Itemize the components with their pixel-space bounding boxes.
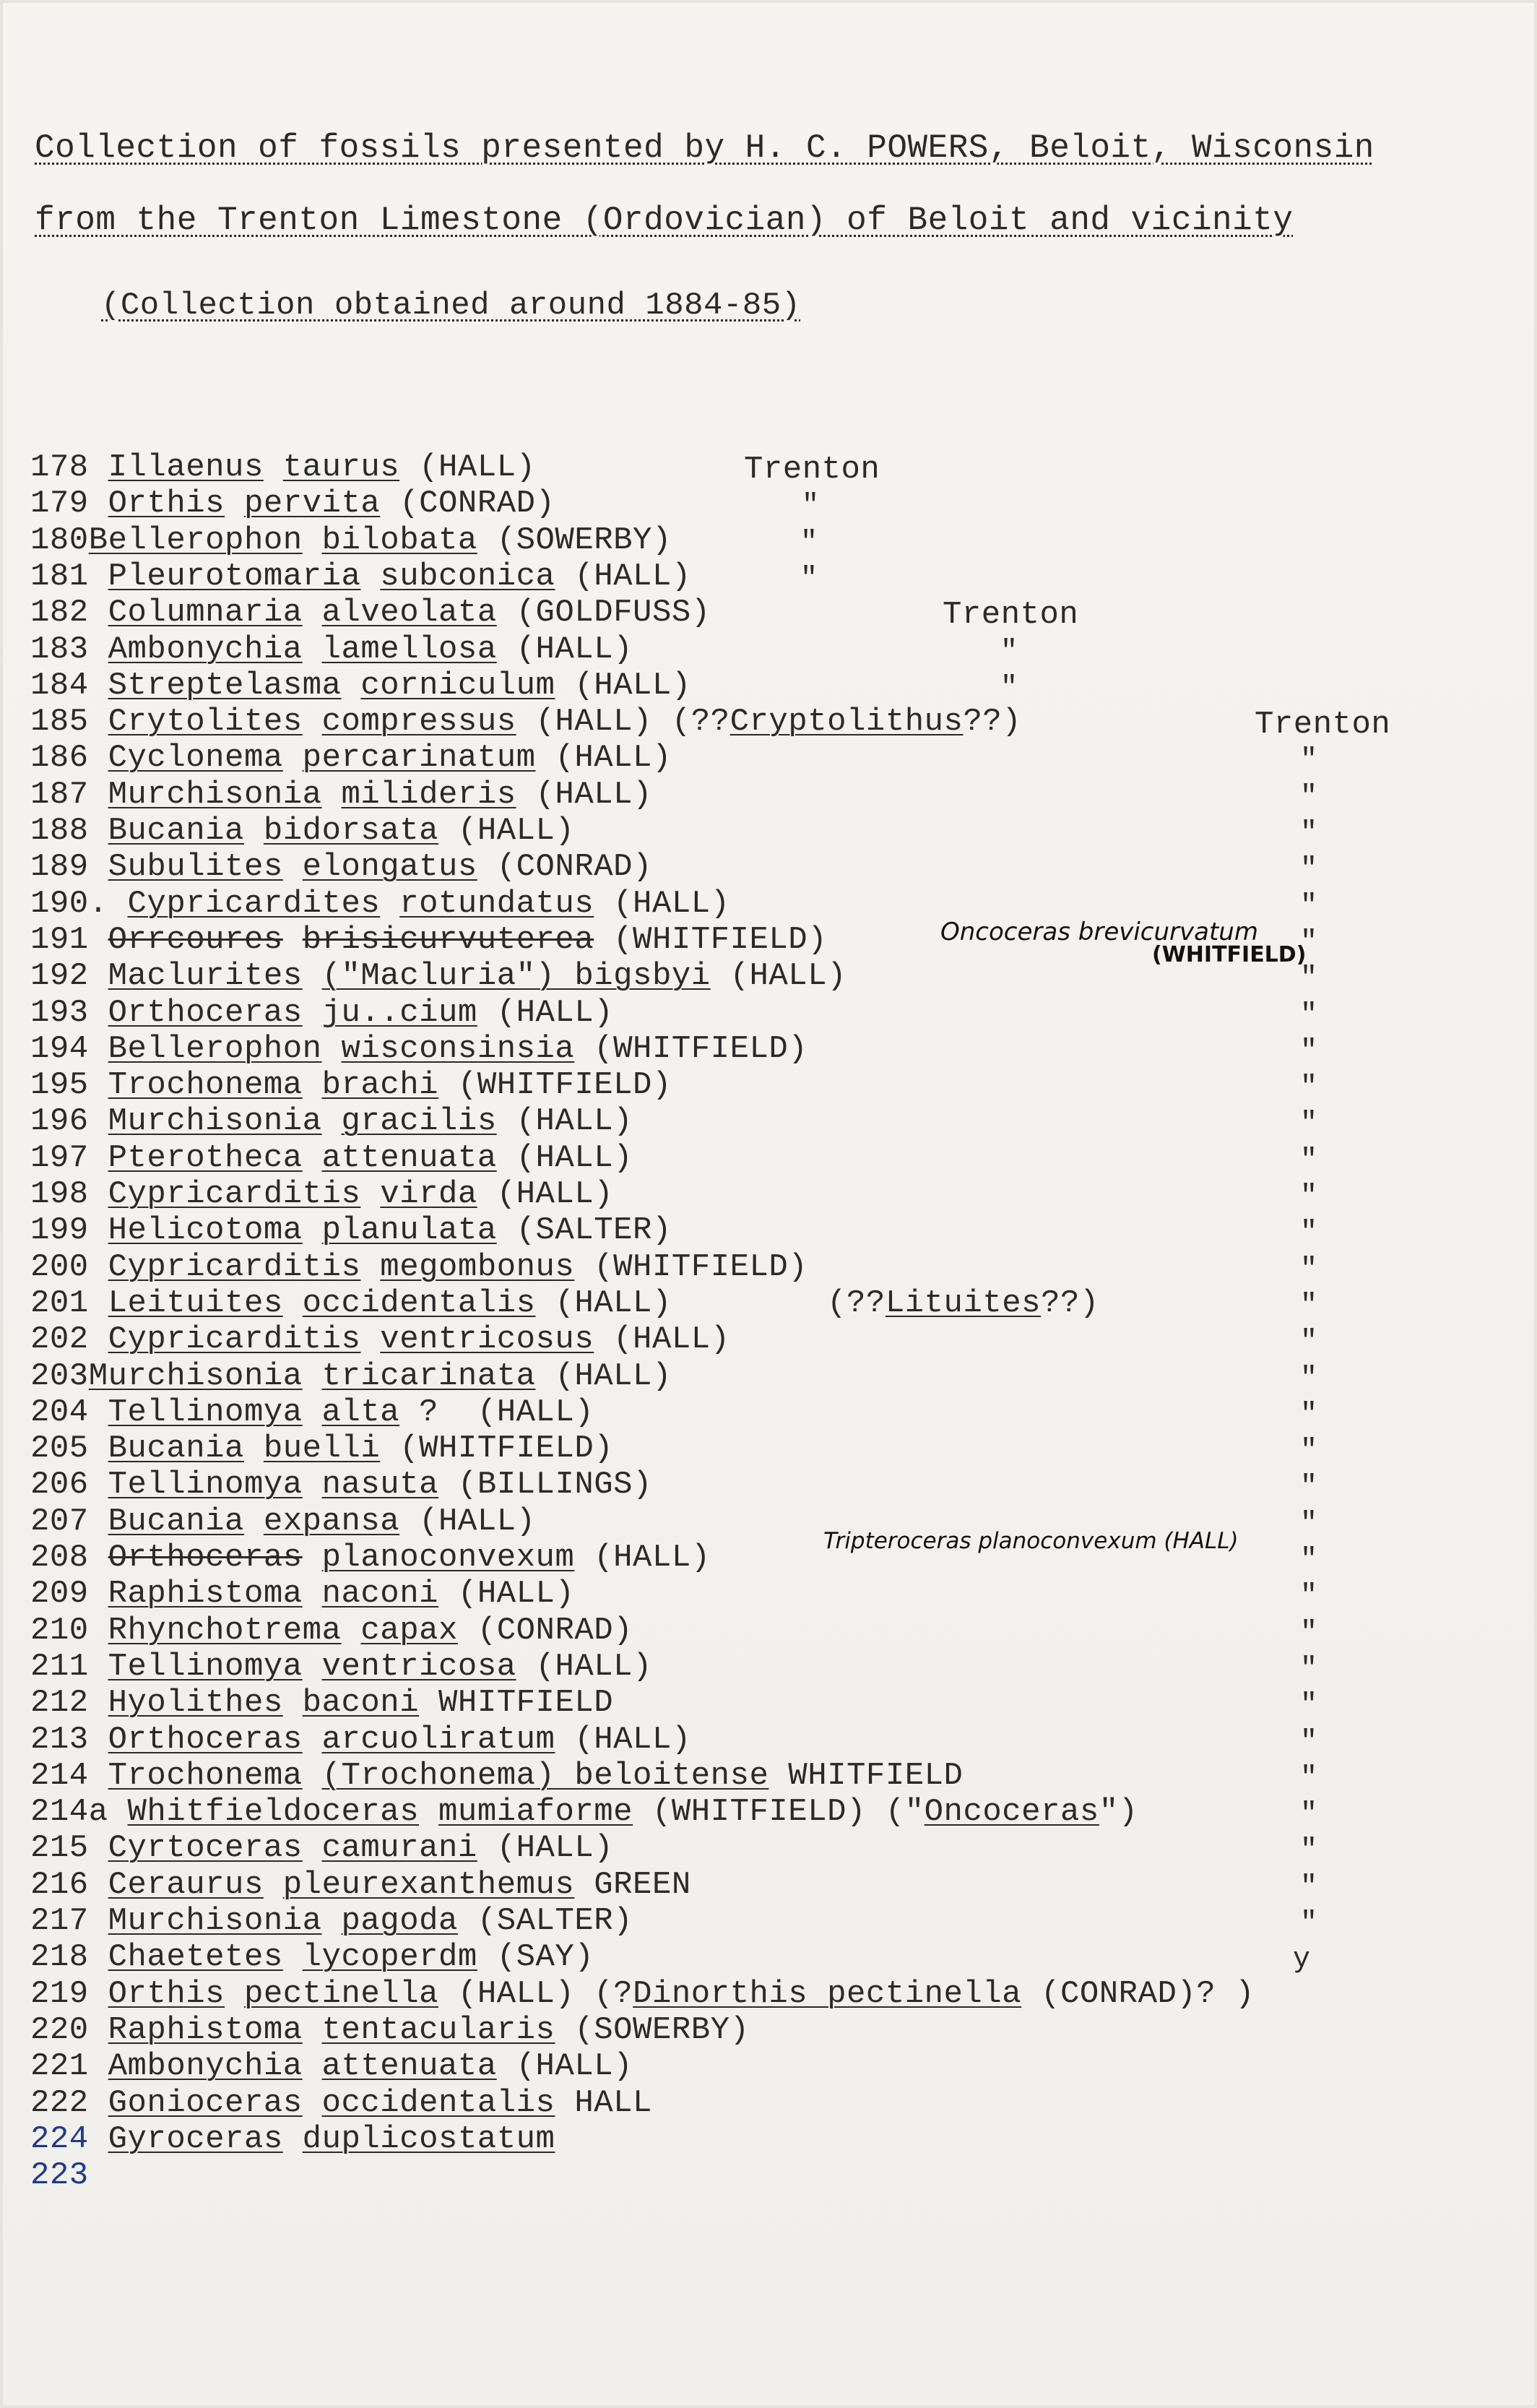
entry-species: bidorsata <box>263 813 439 849</box>
entry-note-open: (?? <box>827 1285 886 1321</box>
entry-species: subconica <box>380 558 555 595</box>
entry-number: 218 <box>30 1939 89 1976</box>
entry-author: (HALL) <box>574 667 691 704</box>
entry-number: 197 <box>30 1139 89 1176</box>
entry-row <box>30 2085 652 2121</box>
entry-number: 187 <box>30 776 89 813</box>
entry-row <box>30 668 691 704</box>
entry-number: 191 <box>30 921 89 958</box>
entry-row <box>30 1976 1255 2012</box>
entry-species: (Trochonema) beloitense <box>321 1757 769 1794</box>
ditto-mark: " <box>1300 1035 1318 1068</box>
locality-trenton-2: Trenton <box>943 597 1079 633</box>
entry-species: occidentalis <box>302 1285 536 1321</box>
entry-species: lamellosa <box>321 631 497 668</box>
ditto-mark: " <box>1300 817 1318 850</box>
ditto-mark: " <box>1300 889 1318 923</box>
ditto-mark: " <box>1300 1071 1318 1105</box>
entry-species: alta <box>321 1394 400 1430</box>
ditto-mark: " <box>1300 1144 1318 1177</box>
entry-genus: Bellerophon <box>108 1030 322 1067</box>
entry-note-close: ??) <box>1041 1285 1099 1321</box>
entry-author: ? (HALL) <box>419 1394 594 1430</box>
locality-trenton-3: Trenton <box>1255 707 1391 743</box>
entry-author: (HALL) <box>574 558 691 595</box>
entry-author: (SAY) <box>496 1939 594 1976</box>
entry-genus: Orthoceras <box>108 1721 303 1758</box>
entry-author: (HALL) <box>419 1503 536 1540</box>
entry-species: pervita <box>243 486 381 522</box>
entry-row <box>30 449 536 486</box>
entry-species: expansa <box>263 1503 400 1540</box>
ditto-mark: " <box>1300 1689 1318 1722</box>
entry-number: 222 <box>30 2084 89 2121</box>
ditto-mark: " <box>1000 635 1018 668</box>
entry-species: tentacularis <box>321 2011 555 2048</box>
entry-row <box>30 2048 633 2084</box>
entry-species: brisicurvuterea <box>302 921 594 958</box>
entry-author: (HALL) <box>516 1103 633 1140</box>
entry-species: attenuata <box>321 2048 497 2085</box>
entry-author: (CONRAD) <box>496 849 652 886</box>
entry-species: pleurexanthemus <box>282 1866 575 1903</box>
ditto-mark: " <box>1300 1580 1318 1613</box>
entry-row <box>30 1249 808 1285</box>
entry-genus: Orthoceras <box>108 1540 303 1576</box>
entry-genus: Illaenus <box>108 449 264 486</box>
entry-genus: Orrcoures <box>108 921 283 958</box>
entry-author: (CONRAD) <box>477 1612 633 1649</box>
entry-species: planulata <box>321 1212 497 1249</box>
entry-row <box>30 1430 613 1467</box>
entry-genus: Chaetetes <box>108 1939 283 1976</box>
entry-species: ("Macluria") bigsbyi <box>321 958 711 995</box>
entry-author: (HALL) <box>496 1830 614 1867</box>
entry-number: 193 <box>30 994 89 1031</box>
entry-row <box>30 1394 594 1430</box>
entry-row <box>30 704 1021 740</box>
entry-genus: Bucania <box>108 813 244 849</box>
entry-genus: Gonioceras <box>108 2084 303 2121</box>
entry-author: (WHITFIELD) (" <box>651 1794 925 1831</box>
entry-species: milideris <box>341 776 516 813</box>
entry-genus: Bellerophon <box>88 522 303 558</box>
ditto-mark: " <box>1300 1471 1318 1504</box>
entry-number: 185 <box>30 704 89 741</box>
entry-number: 200 <box>30 1248 89 1285</box>
entry-number: 208 <box>30 1540 89 1576</box>
entry-author: (HALL) <box>613 1321 730 1358</box>
entry-row <box>30 849 652 885</box>
entry-number: 190. <box>30 885 108 922</box>
entry-number: 212 <box>30 1685 89 1722</box>
entry-number: 205 <box>30 1430 89 1467</box>
entry-species: lycoperdm <box>302 1939 477 1976</box>
entry-author: (HALL) <box>496 1176 614 1212</box>
entry-number: 186 <box>30 740 89 777</box>
entry-row <box>30 1758 963 1794</box>
ditto-mark: " <box>1300 1725 1318 1758</box>
entry-species: occidentalis <box>321 2084 555 2121</box>
entry-number: 184 <box>30 667 89 704</box>
entry-number: 199 <box>30 1212 89 1249</box>
entry-species: tricarinata <box>321 1358 536 1394</box>
entry-number: 223 <box>30 2157 89 2194</box>
entry-genus: Cypricardites <box>127 885 381 922</box>
entry-author: (HALL) (? <box>457 1975 633 2012</box>
entry-genus: Murchisonia <box>108 776 322 813</box>
entry-row <box>30 1722 691 1758</box>
entry-author: (HALL) <box>729 958 847 995</box>
ditto-mark: " <box>1300 1834 1318 1868</box>
entry-row <box>30 777 652 813</box>
entry-genus: Gyroceras <box>108 2120 283 2157</box>
entry-genus: Bucania <box>108 1503 244 1540</box>
entry-row <box>30 1649 652 1685</box>
entry-note-close: (CONRAD)? ) <box>1041 1975 1255 2012</box>
entry-row <box>30 922 827 958</box>
handwritten-note-208: Tripteroceras planoconvexum (HALL) <box>823 1528 1239 1554</box>
entry-note: Lituites <box>885 1285 1042 1321</box>
entry-genus: Pleurotomaria <box>108 558 361 595</box>
entry-genus: Orthis <box>108 486 225 522</box>
entry-author: (HALL) <box>594 1540 711 1576</box>
entry-number: 213 <box>30 1721 89 1758</box>
entry-author: (HALL) <box>457 813 575 849</box>
entry-genus: Maclurites <box>108 958 303 995</box>
entry-genus: Cyclonema <box>108 740 283 777</box>
ditto-mark: " <box>1300 1616 1318 1649</box>
entry-row <box>30 1176 613 1212</box>
entry-row <box>30 813 574 849</box>
entry-genus: Ceraurus <box>108 1866 264 1903</box>
title-line-3: (Collection obtained around 1884-85) <box>101 288 801 324</box>
entry-author: HALL <box>574 2084 652 2121</box>
entry-species: wisconsinsia <box>341 1030 575 1067</box>
entry-number: 196 <box>30 1103 89 1140</box>
entry-number: 198 <box>30 1176 89 1212</box>
entry-species: rotundatus <box>399 885 594 922</box>
entry-number: 202 <box>30 1321 89 1358</box>
entry-number: 180 <box>30 522 89 558</box>
entry-row <box>30 1067 672 1103</box>
ditto-mark: " <box>1300 998 1318 1032</box>
ditto-mark: " <box>1300 962 1318 996</box>
entry-row <box>30 1031 808 1067</box>
entry-author: (WHITFIELD) <box>399 1430 614 1467</box>
entry-row <box>30 958 847 994</box>
entry-genus: Raphistoma <box>108 1576 303 1613</box>
entry-author: (HALL) <box>555 1358 672 1394</box>
ditto-mark: " <box>1300 1652 1318 1686</box>
entry-species: compressus <box>321 704 516 741</box>
entry-author: (HALL) <box>535 776 652 813</box>
entry-species: ventricosa <box>321 1648 516 1685</box>
entry-species: taurus <box>282 449 400 486</box>
entry-number: 188 <box>30 813 89 849</box>
entry-number: 209 <box>30 1576 89 1613</box>
entry-genus: Ambonychia <box>108 631 303 668</box>
ditto-mark: " <box>1300 744 1318 777</box>
entry-author: (WHITFIELD) <box>594 1030 808 1067</box>
entry-species: gracilis <box>341 1103 497 1140</box>
ditto-mark: " <box>1000 671 1018 704</box>
ditto-mark: " <box>1300 1108 1318 1141</box>
entry-row <box>30 1794 1138 1830</box>
ditto-mark: " <box>1300 1507 1318 1540</box>
handwritten-note-191-author: (WHITFIELD) <box>1152 942 1307 967</box>
entry-number: 221 <box>30 2048 89 2085</box>
entry-row <box>30 740 672 776</box>
entry-row <box>30 995 613 1031</box>
title-line-2: from the Trenton Limestone (Ordovician) of Beloit and vicinity <box>35 202 1294 239</box>
ditto-mark: " <box>1300 925 1318 959</box>
entry-genus: Orthis <box>108 1975 225 2012</box>
entry-number: 207 <box>30 1503 89 1540</box>
entry-author: (CONRAD) <box>399 486 555 522</box>
entry-genus: Columnaria <box>108 595 303 631</box>
ditto-mark: " <box>1300 1326 1318 1359</box>
ditto-mark: " <box>1300 1761 1318 1795</box>
entry-genus: Rhynchotrema <box>108 1612 342 1649</box>
entry-genus: Ambonychia <box>108 2048 303 2085</box>
entry-species: virda <box>380 1176 477 1212</box>
entry-genus: Cypricarditis <box>108 1248 361 1285</box>
entry-genus: Tellinomya <box>108 1648 303 1685</box>
entry-row <box>30 486 555 522</box>
ditto-mark: " <box>1300 1289 1318 1322</box>
entry-genus: Cypricarditis <box>108 1321 361 1358</box>
entry-genus: Helicotoma <box>108 1212 303 1249</box>
ditto-mark: " <box>800 562 818 595</box>
entry-number: 181 <box>30 558 89 595</box>
entry-author: (WHITFIELD) <box>594 1248 808 1285</box>
entry-number: 211 <box>30 1648 89 1685</box>
entry-species: baconi <box>302 1685 420 1722</box>
entry-row <box>30 558 691 595</box>
entry-number: 178 <box>30 449 89 486</box>
entry-species: pectinella <box>243 1975 439 2012</box>
entry-number: 201 <box>30 1285 89 1321</box>
entry-number: 195 <box>30 1067 89 1104</box>
entry-number: 217 <box>30 1903 89 1939</box>
entry-author: (WHITFIELD) <box>457 1067 672 1104</box>
entry-genus: Orthoceras <box>108 994 303 1031</box>
entry-note: Oncoceras <box>924 1794 1099 1831</box>
entry-species: elongatus <box>302 849 477 886</box>
entry-row <box>30 1103 633 1139</box>
entry-species: megombonus <box>380 1248 575 1285</box>
ditto-mark: " <box>802 490 820 523</box>
entry-genus: Streptelasma <box>108 667 342 704</box>
entry-row <box>30 1285 1099 1321</box>
entry-genus: Tellinomya <box>108 1467 303 1503</box>
entry-author: (HALL) <box>516 2048 633 2085</box>
entry-number: 215 <box>30 1830 89 1867</box>
entry-number: 214 <box>30 1757 89 1794</box>
ditto-mark: " <box>1300 853 1318 886</box>
ditto-mark: " <box>1300 1544 1318 1576</box>
entry-row <box>30 1212 672 1248</box>
entry-note: Dinorthis pectinella <box>633 1975 1022 2012</box>
entry-number: 214a <box>30 1794 108 1831</box>
entry-species: ventricosus <box>380 1321 594 1358</box>
entry-number: 194 <box>30 1030 89 1067</box>
entry-species: alveolata <box>321 595 497 631</box>
entry-genus: Raphistoma <box>108 2011 303 2048</box>
entry-author: (HALL) <box>457 1576 575 1613</box>
entry-row <box>30 1321 730 1358</box>
ditto-mark: " <box>1300 1217 1318 1250</box>
entry-author: (WHITFIELD) <box>613 921 828 958</box>
entry-author: (HALL) <box>574 1721 691 1758</box>
entry-number: 204 <box>30 1394 89 1430</box>
entry-author: (SALTER) <box>477 1903 633 1939</box>
entry-genus: Murchisonia <box>88 1358 303 1394</box>
entry-genus: Murchisonia <box>108 1103 322 1140</box>
entry-row <box>30 1867 691 1903</box>
entry-genus: Subulites <box>108 849 283 886</box>
ditto-mark: " <box>1300 780 1318 814</box>
entry-row <box>30 886 730 922</box>
entry-author: (SALTER) <box>516 1212 672 1249</box>
entry-author: WHITFIELD <box>438 1685 614 1722</box>
entry-number: 182 <box>30 595 89 631</box>
entry-row <box>30 1939 594 1975</box>
entry-genus: Crytolites <box>108 704 303 741</box>
entry-row <box>30 1685 613 1721</box>
entry-row <box>30 2121 574 2157</box>
entry-genus: Murchisonia <box>108 1903 322 1939</box>
entry-species: nasuta <box>321 1467 439 1503</box>
ditto-mark: " <box>800 526 818 559</box>
entry-species: attenuata <box>321 1139 497 1176</box>
entry-note-open: (?? <box>671 704 730 741</box>
entry-author: (HALL) <box>516 631 633 668</box>
entry-number: 210 <box>30 1612 89 1649</box>
entry-number: 179 <box>30 486 89 522</box>
ditto-mark: " <box>1300 1398 1318 1431</box>
ditto-mark: " <box>1300 1181 1318 1213</box>
entry-number: 189 <box>30 849 89 886</box>
entry-note-close: ??) <box>963 704 1022 741</box>
ditto-mark: " <box>1300 1253 1318 1286</box>
entry-author: (HALL) <box>516 1139 633 1176</box>
entry-row <box>30 2157 108 2193</box>
ditto-mark: " <box>1300 1798 1318 1831</box>
entry-row <box>30 1467 652 1503</box>
entry-genus: Bucania <box>108 1430 244 1467</box>
entry-number: 203 <box>30 1358 89 1394</box>
locality-trenton-1: Trenton <box>744 452 880 488</box>
entry-row <box>30 1576 574 1612</box>
entry-species: arcuoliratum <box>321 1721 555 1758</box>
entry-author: (BILLINGS) <box>457 1467 652 1503</box>
handwritten-note-191: Oncoceras brevicurvatum <box>940 918 1258 946</box>
entry-author: (SOWERBY) <box>496 522 672 558</box>
entry-species: mumiaforme <box>438 1794 633 1831</box>
entry-genus: Trochonema <box>108 1757 303 1794</box>
entry-species: percarinatum <box>302 740 536 777</box>
ditto-mark: " <box>1300 1870 1318 1904</box>
entry-number: 192 <box>30 958 89 995</box>
entry-row <box>30 1540 711 1576</box>
entry-row <box>30 1830 613 1866</box>
entry-author: (HALL) <box>555 740 672 777</box>
entry-number: 219 <box>30 1975 89 2012</box>
entry-genus: Tellinomya <box>108 1394 303 1430</box>
entry-author: (GOLDFUSS) <box>516 595 711 631</box>
entry-species: brachi <box>321 1067 439 1104</box>
entry-row <box>30 1140 633 1176</box>
entry-author: GREEN <box>594 1866 691 1903</box>
entry-species: capax <box>360 1612 458 1649</box>
entry-author: WHITFIELD <box>788 1757 964 1794</box>
entry-row <box>30 631 633 668</box>
entry-author: (HALL) <box>419 449 536 486</box>
entry-genus: Hyolithes <box>108 1685 283 1722</box>
entry-row <box>30 1903 633 1939</box>
entry-species: ju..cium <box>321 994 477 1031</box>
entry-species: camurani <box>321 1830 477 1867</box>
ditto-mark: " <box>1300 1907 1318 1940</box>
entry-genus: Pterotheca <box>108 1139 303 1176</box>
entry-number: 224 <box>30 2120 89 2157</box>
title-line-1: Collection of fossils presented by H. C. POWERS, Beloit, Wisconsin <box>35 129 1374 167</box>
entry-species: pagoda <box>341 1903 458 1939</box>
entry-note: Cryptolithus <box>729 704 964 741</box>
entry-row <box>30 2012 749 2048</box>
entry-author: (HALL) <box>535 704 652 741</box>
entry-number: 216 <box>30 1866 89 1903</box>
entry-species: corniculum <box>360 667 555 704</box>
entry-row <box>30 1613 633 1649</box>
entry-genus: Leituites <box>108 1285 283 1321</box>
entry-species: buelli <box>263 1430 381 1467</box>
ditto-mark: " <box>1300 1362 1318 1395</box>
entry-number: 183 <box>30 631 89 668</box>
entry-row <box>30 522 672 558</box>
entry-note-close: ") <box>1099 1794 1138 1831</box>
ditto-mark: " <box>1300 1435 1318 1468</box>
entry-author: (HALL) <box>613 885 730 922</box>
entry-row <box>30 1503 536 1540</box>
entry-author: (HALL) <box>555 1285 672 1321</box>
entry-genus: Cyrtoceras <box>108 1830 303 1867</box>
entry-author: (HALL) <box>535 1648 652 1685</box>
entry-number: 220 <box>30 2011 89 2048</box>
entry-species: duplicostatum <box>302 2120 555 2157</box>
entry-genus: Whitfieldoceras <box>127 1794 420 1831</box>
entry-species: planoconvexum <box>321 1540 575 1576</box>
entry-number: 206 <box>30 1467 89 1503</box>
ditto-mark: y <box>1293 1943 1311 1977</box>
entry-row <box>30 1358 672 1394</box>
entry-species: naconi <box>321 1576 439 1613</box>
entry-author: (HALL) <box>496 994 614 1031</box>
entry-author: (SOWERBY) <box>574 2011 750 2048</box>
entry-genus: Trochonema <box>108 1067 303 1104</box>
entry-genus: Cypricarditis <box>108 1176 361 1212</box>
entry-row <box>30 595 711 631</box>
entry-species: bilobata <box>321 522 477 558</box>
